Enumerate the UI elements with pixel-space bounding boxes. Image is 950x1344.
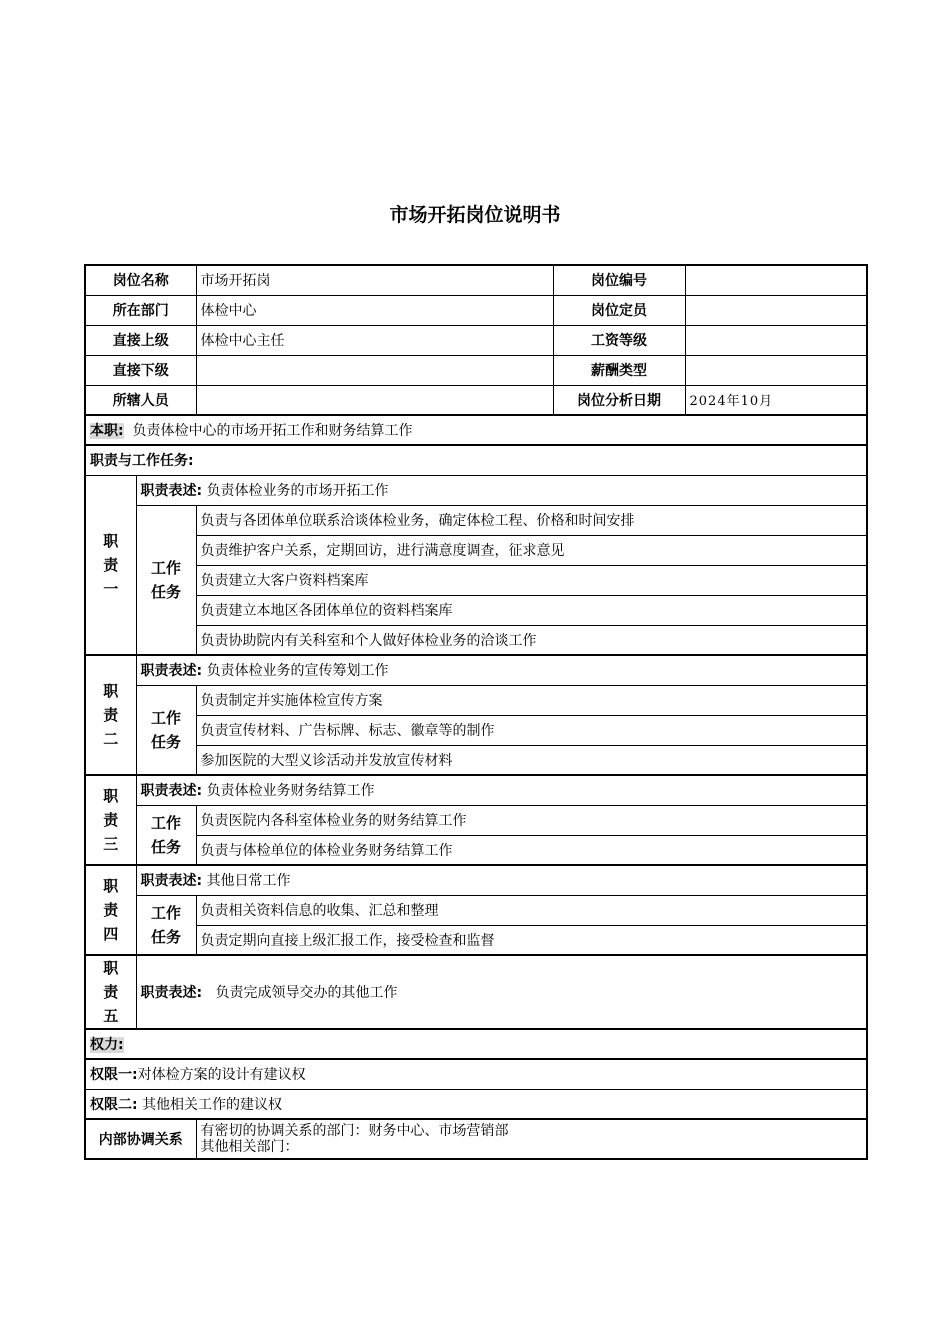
row-coordination <box>85 1119 867 1159</box>
duty-3-statement-text: 负责体检业务财务结算工作 <box>206 783 375 800</box>
row-superior <box>85 325 867 355</box>
statement-label: 职责表述: <box>140 663 203 680</box>
duty-4-task-row <box>85 925 867 955</box>
duty-2-task-1: 负责制定并实施体检宣传方案 <box>196 685 867 715</box>
authority-1-text: 对体检方案的设计有建议权 <box>137 1067 306 1084</box>
duty-4-label: 职 责 四 <box>85 865 136 955</box>
authority-2 <box>85 1089 867 1119</box>
statement-label: 职责表述: <box>140 483 203 499</box>
duty-1-task-row <box>85 625 867 655</box>
headcount-label: 岗位定员 <box>553 295 685 325</box>
coordination-line-2: 其他相关部门： <box>200 1139 299 1155</box>
row-department <box>85 295 867 325</box>
duty-1-statement-row <box>85 475 867 505</box>
duty-2-task-2: 负责宣传材料、广告标牌、标志、徽章等的制作 <box>196 715 867 745</box>
statement-label: 职责表述: <box>140 985 203 1001</box>
duty-3-task-label: 工作 任务 <box>136 805 196 865</box>
position-name-label: 岗位名称 <box>85 265 196 295</box>
pay-type-value <box>685 355 867 385</box>
duty-2-task-3: 参加医院的大型义诊活动并发放宣传材料 <box>196 745 867 775</box>
duty-1-task-5: 负责协助院内有关科室和个人做好体检业务的洽谈工作 <box>196 625 867 655</box>
duty-1-task-row <box>85 505 867 535</box>
row-duties-heading <box>85 445 867 475</box>
pay-type-label: 薪酬类型 <box>553 355 685 385</box>
duty-1-label: 职 责 一 <box>85 475 136 655</box>
duty-3-statement <box>136 775 867 805</box>
duty-2-task-row <box>85 685 867 715</box>
duty-2-label: 职 责 二 <box>85 655 136 775</box>
duty-5-statement-text: 负责完成领导交办的其他工作 <box>215 985 398 1001</box>
statement-label: 职责表述: <box>140 783 203 800</box>
duty-1-task-4: 负责建立本地区各团体单位的资料档案库 <box>196 595 867 625</box>
position-no-label: 岗位编号 <box>553 265 685 295</box>
authority-1-label: 权限一: <box>90 1067 138 1084</box>
duty-3-task-1: 负责医院内各科室体检业务的财务结算工作 <box>196 805 867 835</box>
duty-2-statement <box>136 655 867 685</box>
duty-4-statement <box>136 865 867 895</box>
duty-1-task-1: 负责与各团体单位联系洽谈体检业务，确定体检工程、价格和时间安排 <box>196 505 867 535</box>
subordinate-value <box>196 355 553 385</box>
duties-heading: 职责与工作任务: <box>85 445 867 475</box>
duty-3-task-2: 负责与体检单位的体检业务财务结算工作 <box>196 835 867 865</box>
salary-grade-value <box>685 325 867 355</box>
statement-label: 职责表述: <box>140 873 203 890</box>
duty-1-task-row <box>85 565 867 595</box>
duty-1-task-row <box>85 535 867 565</box>
duty-3-label: 职 责 三 <box>85 775 136 865</box>
headcount-value <box>685 295 867 325</box>
row-authority-heading <box>85 1029 867 1059</box>
duty-1-task-row <box>85 595 867 625</box>
summary-text: 负责体检中心的市场开拓工作和财务结算工作 <box>132 423 413 439</box>
duty-1-task-3: 负责建立大客户资料档案库 <box>196 565 867 595</box>
duty-2-task-row <box>85 745 867 775</box>
duty-5-statement <box>136 955 867 1029</box>
duty-5-label: 职 责 五 <box>85 955 136 1029</box>
staff-label: 所辖人员 <box>85 385 196 415</box>
job-description-table <box>84 264 868 1160</box>
duty-4-task-1: 负责相关资料信息的收集、汇总和整理 <box>196 895 867 925</box>
duty-1-task-label: 工作 任务 <box>136 505 196 655</box>
row-summary <box>85 415 867 445</box>
authority-1 <box>85 1059 867 1089</box>
row-authority-2 <box>85 1089 867 1119</box>
coordination-label: 内部协调关系 <box>85 1119 196 1159</box>
duty-1-task-2: 负责维护客户关系，定期回访，进行满意度调查，征求意见 <box>196 535 867 565</box>
superior-value: 体检中心主任 <box>196 325 553 355</box>
duty-5-row <box>85 955 867 1029</box>
duty-4-task-row <box>85 895 867 925</box>
duty-4-task-2: 负责定期向直接上级汇报工作，接受检查和监督 <box>196 925 867 955</box>
duty-3-statement-row <box>85 775 867 805</box>
analysis-date-value: 2024年10月 <box>685 385 867 415</box>
department-value: 体检中心 <box>196 295 553 325</box>
row-authority-1 <box>85 1059 867 1089</box>
duty-2-task-row <box>85 715 867 745</box>
duty-1-statement <box>136 475 867 505</box>
position-name-value: 市场开拓岗 <box>196 265 553 295</box>
coordination-value <box>196 1119 867 1159</box>
summary-cell <box>85 415 867 445</box>
row-subordinate <box>85 355 867 385</box>
duty-2-statement-text: 负责体检业务的宣传筹划工作 <box>206 663 389 680</box>
duty-3-task-row <box>85 805 867 835</box>
duty-2-task-label: 工作 任务 <box>136 685 196 775</box>
superior-label: 直接上级 <box>85 325 196 355</box>
coordination-line-1: 有密切的协调关系的部门：财务中心、市场营销部 <box>200 1123 509 1139</box>
duty-2-statement-row <box>85 655 867 685</box>
duty-4-statement-row <box>85 865 867 895</box>
authority-2-text: 其他相关工作的建议权 <box>142 1096 283 1113</box>
page-title: 市场开拓岗位说明书 <box>389 204 561 226</box>
duty-4-task-label: 工作 任务 <box>136 895 196 955</box>
authority-heading-cell <box>85 1029 867 1059</box>
salary-grade-label: 工资等级 <box>553 325 685 355</box>
authority-heading: 权力: <box>90 1037 124 1053</box>
subordinate-label: 直接下级 <box>85 355 196 385</box>
department-label: 所在部门 <box>85 295 196 325</box>
analysis-date-label: 岗位分析日期 <box>553 385 685 415</box>
authority-2-label: 权限二: <box>90 1096 138 1113</box>
duty-3-task-row <box>85 835 867 865</box>
position-no-value <box>685 265 867 295</box>
duty-1-statement-text: 负责体检业务的市场开拓工作 <box>206 483 389 499</box>
row-staff <box>85 385 867 415</box>
row-position-name <box>85 265 867 295</box>
staff-value <box>196 385 553 415</box>
summary-label: 本职: <box>90 423 124 439</box>
duty-4-statement-text: 其他日常工作 <box>206 873 291 890</box>
